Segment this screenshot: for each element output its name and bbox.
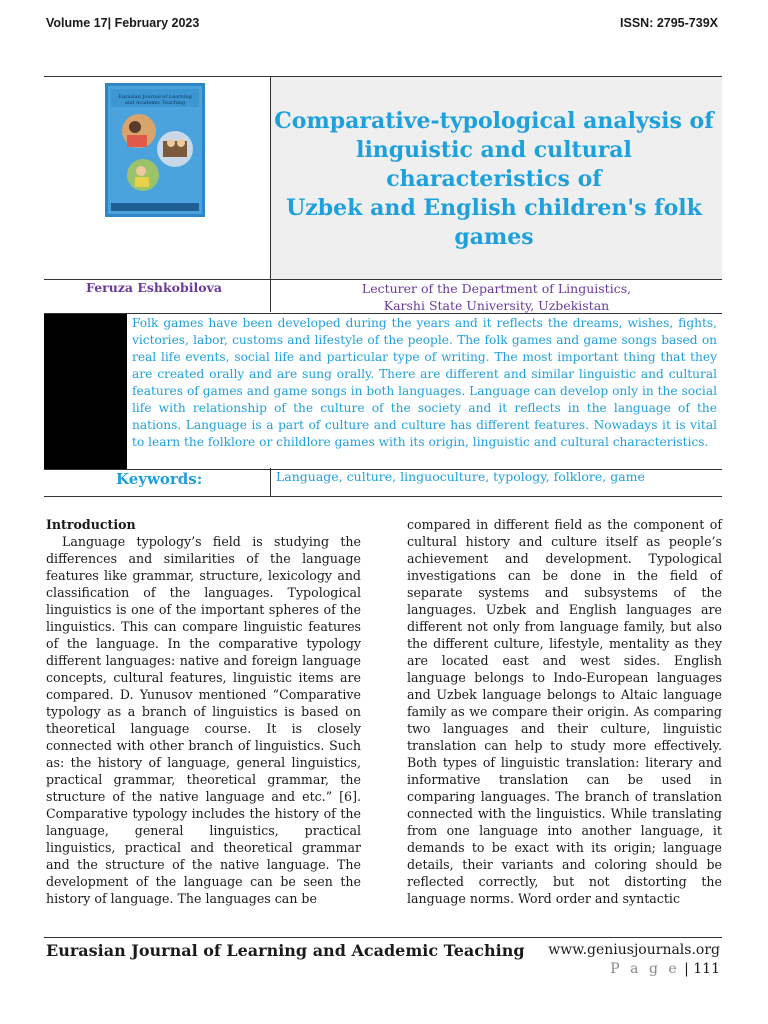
abstract-label-block	[44, 314, 127, 469]
footer-divider	[44, 937, 722, 938]
body-paragraph: Language typology’s field is studying the differences and similarities of the language features like grammar, structure, lexicology and classification of the languages. Typological linguistics is one of the important spheres of the linguistics. This can compare linguistic features of the language. In the comparative typology different languages: native and foreign language concepts, cultural features, linguistic items are compared. D. Yunusov mentioned “Comparative typology as a branch of linguistics is based on theoretical language course. It is closely connected with other branch of linguistics. Such as: the history of language, general linguistics, practical grammar, theoretical grammar, the structure of the native language and etc.” [6]. Comparative typology includes the history of the language, general linguistics, practical linguistics, practical and theoretical grammar and the structure of the native language. The development of the language can be seen the history of language. The languages can be	[46, 534, 361, 906]
volume-label: Volume 17| February 2023	[46, 16, 200, 30]
journal-cover-image	[105, 83, 205, 217]
affiliation-line: Lecturer of the Department of Linguistics,	[361, 281, 632, 296]
page-label: P a g e	[610, 961, 680, 977]
section-heading: Introduction	[46, 517, 136, 532]
body-right-column	[407, 516, 722, 907]
title-block	[44, 76, 722, 280]
body-paragraph: compared in different field as the component of cultural history and culture itself as people’s achievement and development. Typological investigations can be done in the field of separate systems and subsystems of the languages. Uzbek and English languages are different not only from language family, but also the different culture, lifestyle, mentality as they are located east and west sides. English language belongs to Indo-European languages and Uzbek language belongs to Altaic language family as we compare their origin. As comparing two languages and their culture, linguistic translation can help to study more effectively. Both types of linguistic translation: literary and informative translation can be used in comparing languages. The branch of translation connected with the linguistics. While translating from one language into another language, it demands to be exact with its origin; language details, their variants and coloring should be reflected correctly, but not distorting the language norms. Word order and syntactic	[407, 517, 722, 906]
keywords-list: Language, culture, linguoculture, typology, folklore, game	[276, 469, 645, 484]
keywords-divider	[270, 468, 271, 496]
svg-text:and Academic Teaching: and Academic Teaching	[124, 100, 186, 106]
author-name: Feruza Eshkobilova	[86, 280, 222, 295]
title-line: linguistic and cultural	[356, 137, 632, 163]
issn-label: ISSN: 2795-739X	[620, 16, 718, 30]
title-line: games	[454, 224, 534, 250]
keywords-label: Keywords:	[116, 470, 203, 488]
author-affiliation	[271, 280, 722, 314]
title-line: Uzbek and English children's folk	[286, 195, 702, 221]
svg-text:Eurasian Journal of Learning: Eurasian Journal of Learning	[118, 94, 192, 100]
footer-journal-name: Eurasian Journal of Learning and Academic Teaching	[46, 941, 525, 960]
keywords-row	[44, 468, 722, 497]
page-number-line	[610, 961, 720, 977]
title-line: characteristics of	[386, 166, 602, 192]
body-left-column	[46, 516, 361, 907]
article-title	[274, 107, 714, 252]
author-row	[44, 279, 722, 312]
abstract-text: Folk games have been developed during the years and it reflects the dreams, wishes, fights, victories, labor, customs and lifestyle of the people. The folk games and game songs based on real life events, social life and particular type of writing. The most important thing that they are created orally and are sung orally. There are different and similar linguistic and cultural features of games and game songs in both languages. Language can develop only in the social life with relationship of the culture of the society and it reflects in the language of the nations. Language is a part of culture and culture has different features. Nowadays it is vital to learn the folklore or childlore games with its origin, linguistic and cultural characteristics.	[132, 316, 717, 449]
affiliation-line: Karshi State University, Uzbekistan	[383, 298, 610, 313]
page-number: | 111	[684, 961, 720, 977]
footer-website-link[interactable]: www.geniusjournals.org	[548, 942, 720, 958]
title-line: Comparative-typological analysis of	[274, 108, 714, 134]
abstract-section	[44, 313, 722, 470]
